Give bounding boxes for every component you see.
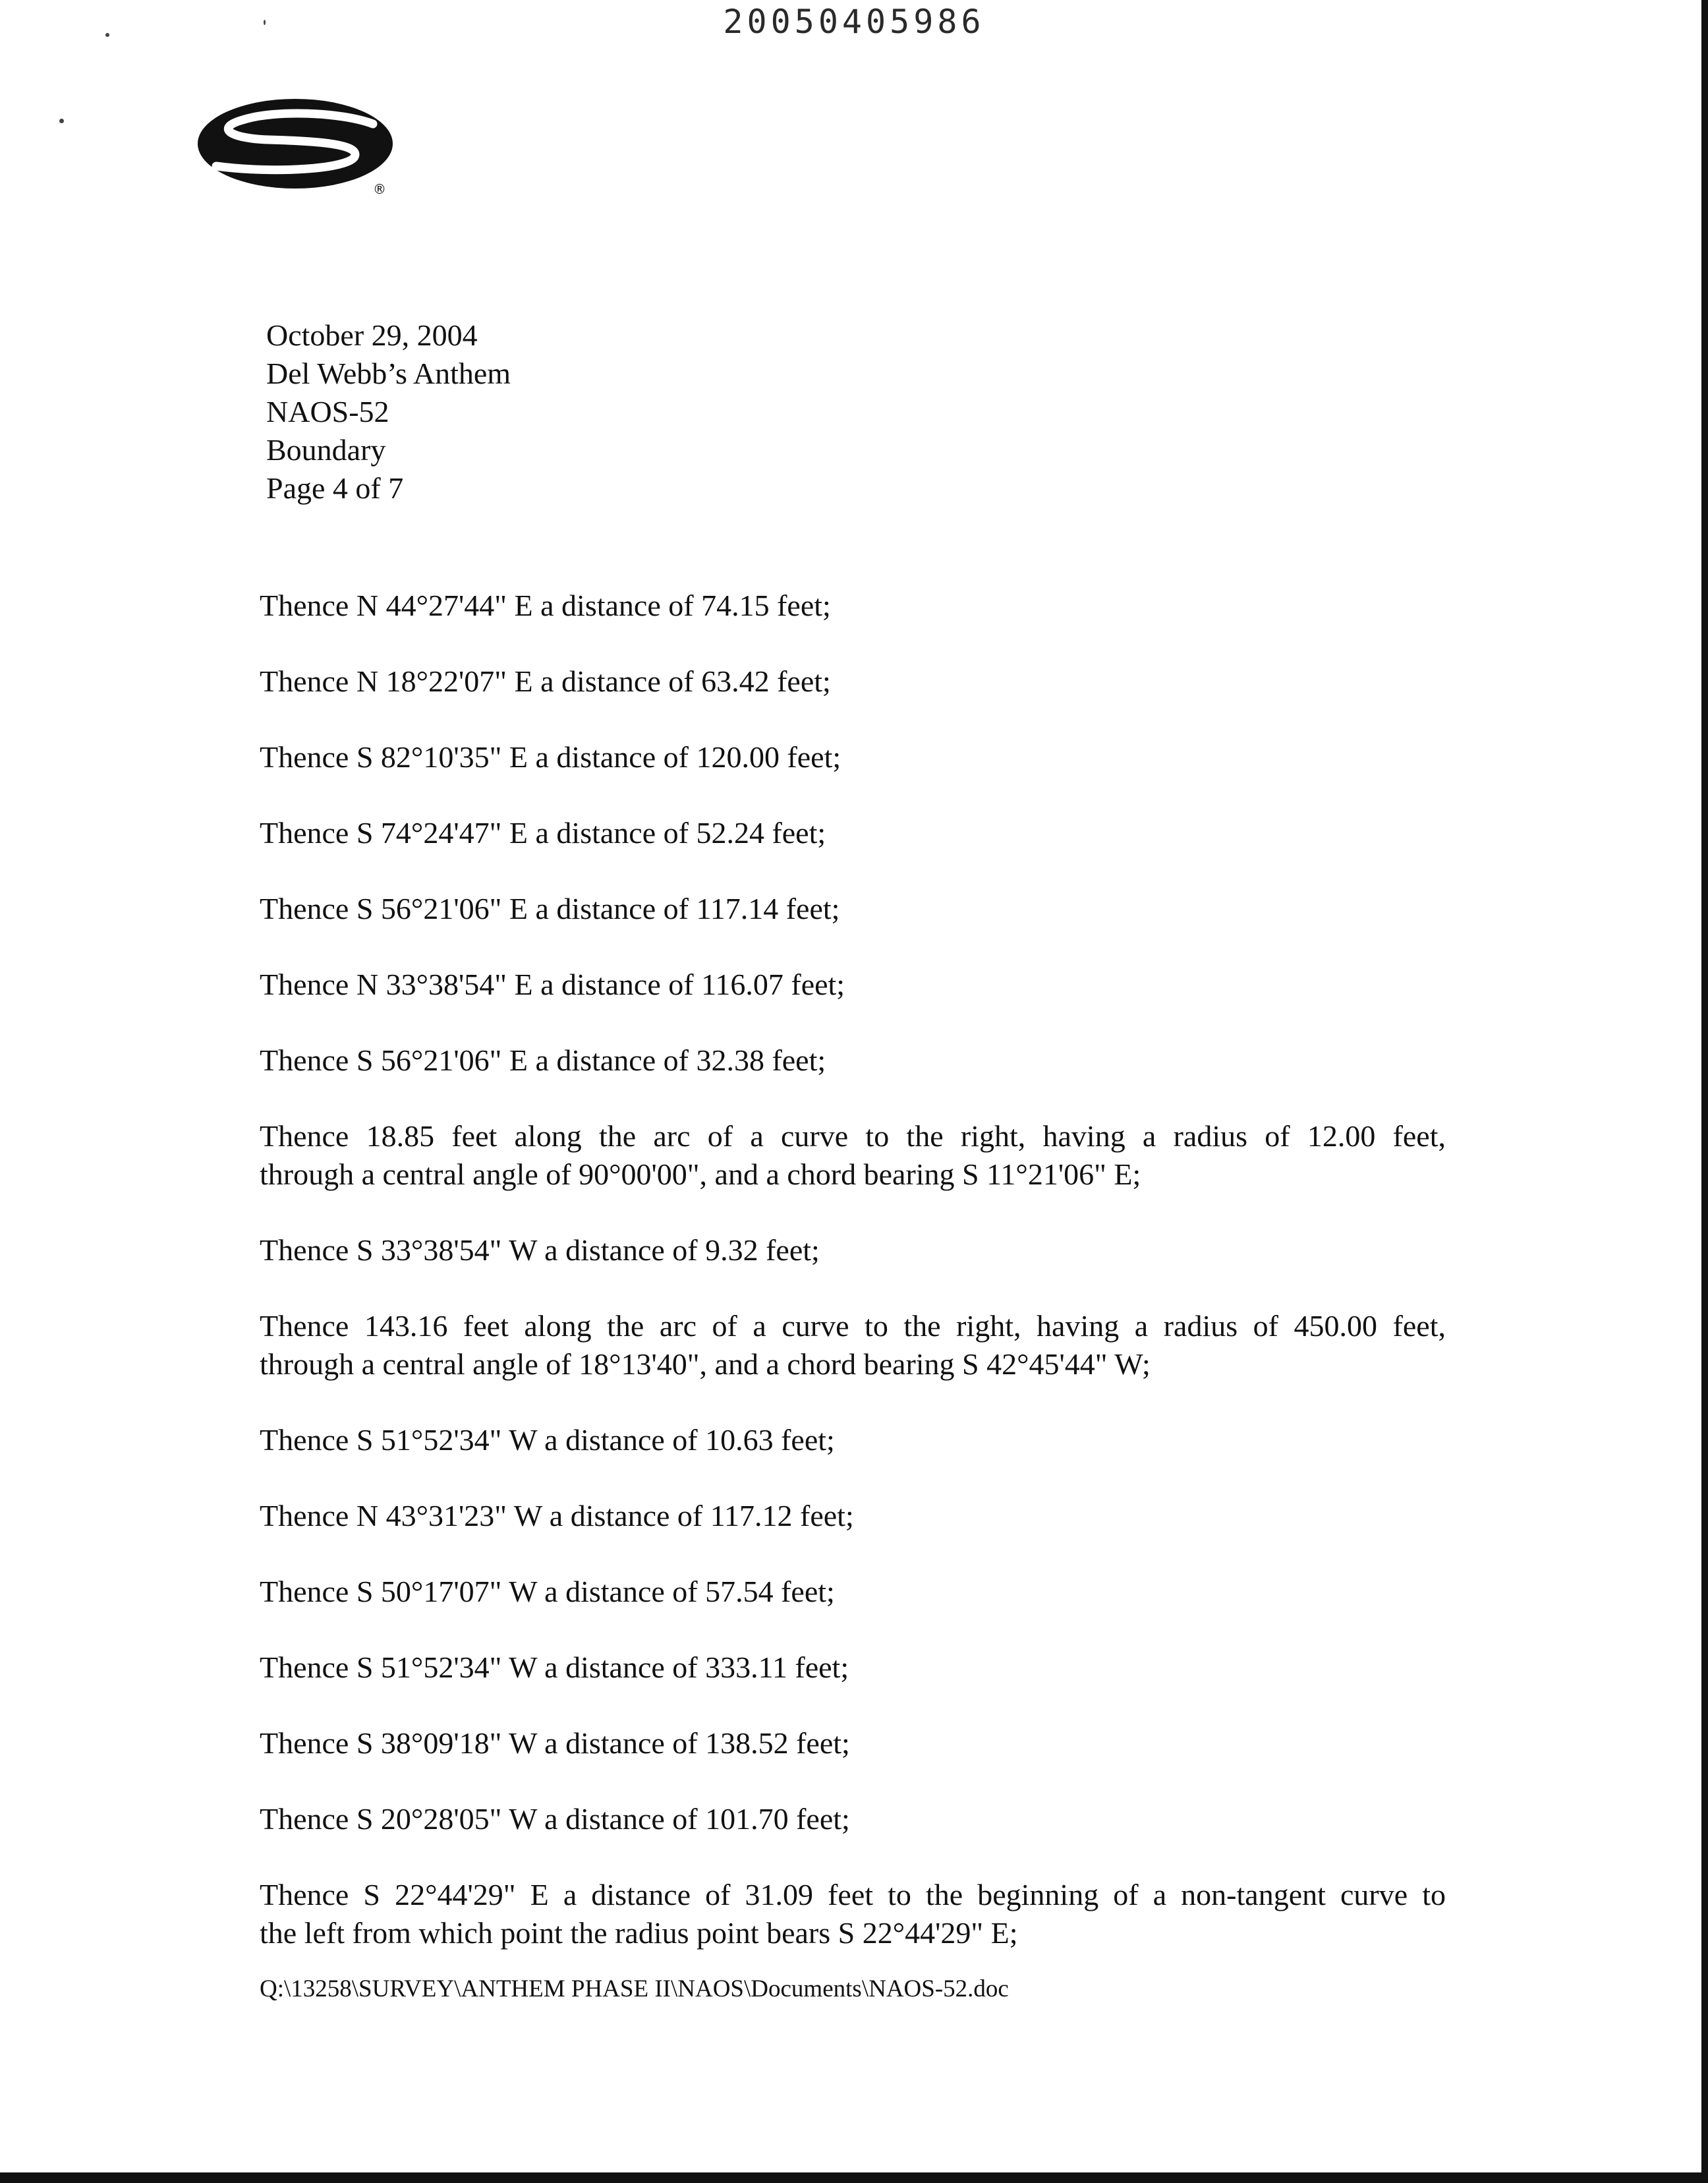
page-indicator: Page 4 of 7 [266,471,404,505]
course-line: Thence S 82°10'35" E a distance of 120.00 feet; [260,740,841,774]
registered-mark: ® [373,181,386,196]
boundary-course [260,1724,1446,1762]
course-line: Thence N 43°31'23" W a distance of 117.12 feet; [260,1499,854,1532]
s-oval-logo-icon [196,98,407,196]
project-name: Del Webb’s Anthem [266,357,511,390]
course-line: Thence 18.85 feet along the arc of a curve to the right, having a radius of 12.00 feet, [260,1119,1446,1153]
boundary-courses [260,587,1446,1990]
boundary-course [260,587,1446,625]
course-line: Thence N 44°27'44" E a distance of 74.15 feet; [260,589,831,622]
course-line: Thence S 51°52'34" W a distance of 10.63 feet; [260,1423,835,1457]
boundary-course [260,1307,1446,1383]
boundary-course [260,966,1446,1004]
course-line: through a central angle of 18°13'40", and a chord bearing S 42°45'44" W; [260,1347,1151,1381]
boundary-course [260,814,1446,852]
boundary-course [260,1117,1446,1194]
file-path: Q:\13258\SURVEY\ANTHEM PHASE II\NAOS\Documents\NAOS-52.doc [260,1975,1009,2002]
course-line: Thence S 56°21'06" E a distance of 117.14 feet; [260,892,840,925]
course-line: through a central angle of 90°00'00", and a chord bearing S 11°21'06" E; [260,1157,1141,1191]
scan-speck [59,119,64,123]
scan-speck [264,20,266,25]
scan-speck [105,33,109,37]
document-subject: Boundary [266,433,386,467]
boundary-course [260,1231,1446,1269]
boundary-course [260,738,1446,776]
boundary-course [260,1041,1446,1080]
document-date: October 29, 2004 [266,318,478,352]
boundary-course [260,1876,1446,1952]
course-line: Thence S 74°24'47" E a distance of 52.24 feet; [260,816,826,850]
course-line: Thence S 50°17'07" W a distance of 57.54 feet; [260,1575,835,1608]
scan-edge-right [1701,0,1708,2183]
letter-header [266,316,511,508]
course-line: Thence S 20°28'05" W a distance of 101.70 feet; [260,1802,850,1836]
course-line: Thence S 22°44'29" E a distance of 31.09 feet to the beginning of a non-tangent curve to [260,1878,1446,1911]
parcel-id: NAOS-52 [266,395,389,428]
course-line: Thence S 38°09'18" W a distance of 138.52 feet; [260,1726,850,1760]
boundary-course [260,1497,1446,1535]
course-line: the left from which point the radius point bears S 22°44'29" E; [260,1916,1018,1950]
course-line: Thence N 33°38'54" E a distance of 116.07 feet; [260,968,845,1001]
boundary-course [260,1421,1446,1459]
course-line: Thence 143.16 feet along the arc of a curve to the right, having a radius of 450.00 feet, [260,1309,1446,1343]
boundary-course [260,890,1446,928]
course-line: Thence S 51°52'34" W a distance of 333.11 feet; [260,1650,849,1684]
boundary-course [260,1800,1446,1838]
course-line: Thence N 18°22'07" E a distance of 63.42 feet; [260,664,831,698]
boundary-course [260,662,1446,701]
document-number: 20050405986 [723,3,985,41]
course-line: Thence S 33°38'54" W a distance of 9.32 feet; [260,1233,820,1267]
boundary-course [260,1573,1446,1611]
scan-edge-bottom [0,2172,1708,2183]
boundary-course [260,1648,1446,1687]
course-line: Thence S 56°21'06" E a distance of 32.38 feet; [260,1043,826,1077]
